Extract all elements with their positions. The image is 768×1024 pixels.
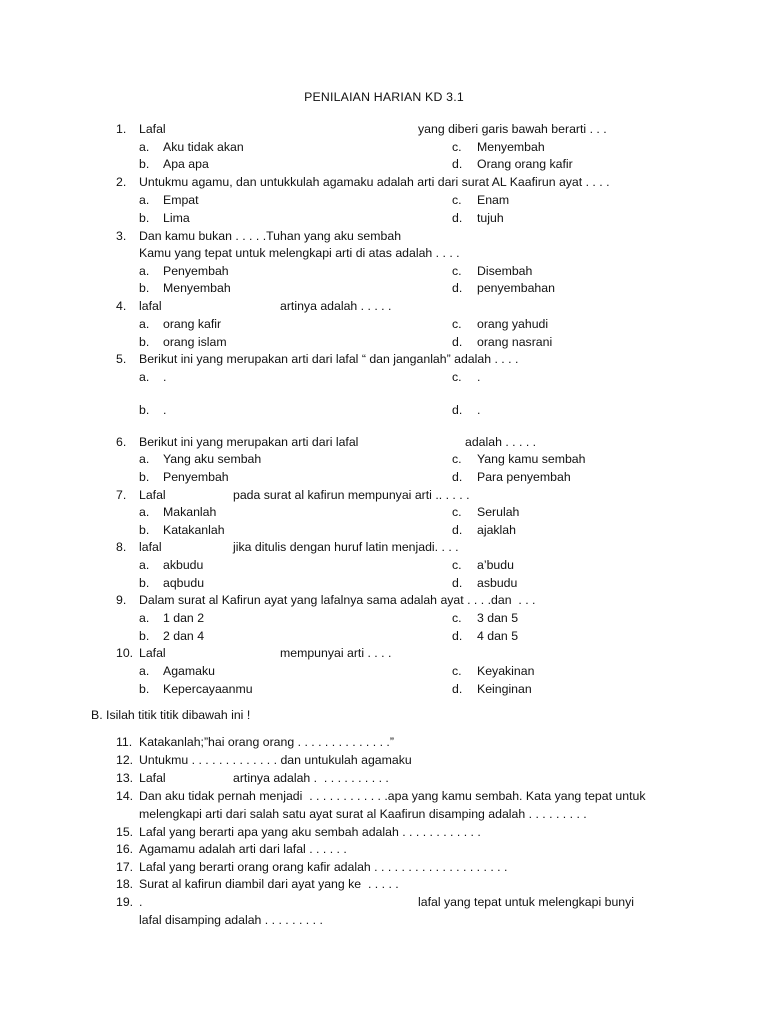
text-line-39-2: Agamamu adalah arti dari lafal . . . . . . [139,842,347,856]
text-line-17-2: Berikut ini yang merupakan arti dari lafal [139,435,359,449]
text-line-19-2: Penyembah [163,470,229,484]
text-line-18-2: Yang aku sembah [163,452,262,466]
text-line-15-1: a. [139,370,150,384]
text-line-27-4: 3 dan 5 [477,611,519,625]
text-line-29-1: 10. [116,646,134,660]
text-line-9-4: Disembah [477,264,533,278]
text-line-33-1: 11. [116,735,133,749]
text-line-35-3: artinya adalah . . . . . . . . . . . [233,771,389,785]
text-line-1-3: yang diberi garis bawah berarti . . . [418,122,607,136]
text-line-6-1: b. [139,211,150,225]
text-line-3-2: Apa apa [163,157,209,171]
text-line-2-4: Menyembah [477,140,545,154]
text-line-27-3: c. [452,611,462,625]
text-line-8-1: Kamu yang tepat untuk melengkapi arti di atas adalah . . . . [139,246,460,260]
text-line-39-1: 16. [116,842,134,856]
text-line-3-4: Orang orang kafir [477,157,573,171]
text-line-41-2: Surat al kafirun diambil dari ayat yang ke . . . . . [139,877,399,891]
text-line-18-1: a. [139,452,150,466]
text-line-24-3: c. [452,558,462,572]
text-line-33-2: Katakanlah;”hai orang orang . . . . . . . . . . . . . .” [139,735,394,749]
text-line-2-2: Aku tidak akan [163,140,244,154]
text-line-40-2: Lafal yang berarti orang orang kafir adalah . . . . . . . . . . . . . . . . . . . . [139,860,508,874]
text-line-14-1: 5. [116,352,127,366]
text-line-27-2: 1 dan 2 [163,611,205,625]
text-line-5-3: c. [452,193,462,207]
text-line-27-1: a. [139,611,150,625]
text-line-21-2: Makanlah [163,505,217,519]
text-line-25-4: asbudu [477,576,518,590]
text-line-14-2: Berikut ini yang merupakan arti dari lafal “ dan janganlah” adalah . . . . [139,352,519,366]
text-line-9-3: c. [452,264,462,278]
text-line-2-1: a. [139,140,150,154]
text-line-23-2: lafal [139,540,162,554]
text-line-41-1: 18. [116,877,134,891]
text-line-4-2: Untukmu agamu, dan untukkulah agamaku adalah arti dari surat AL Kaafirun ayat . . . . [139,175,610,189]
text-line-1-1: 1. [116,122,127,136]
text-line-20-1: 7. [116,488,127,502]
text-line-24-4: a’budu [477,558,514,572]
text-line-30-1: a. [139,664,150,678]
text-line-10-4: penyembahan [477,281,555,295]
text-line-10-3: d. [452,281,463,295]
text-line-31-3: d. [452,682,463,696]
text-line-23-3: jika ditulis dengan huruf latin menjadi. . . . [233,540,459,554]
text-line-4-1: 2. [116,175,127,189]
text-line-25-3: d. [452,576,463,590]
text-line-31-4: Keinginan [477,682,532,696]
text-line-35-2: Lafal [139,771,166,785]
text-line-21-1: a. [139,505,150,519]
text-line-11-2: lafal [139,299,162,313]
text-line-29-3: mempunyai arti . . . . [280,646,392,660]
text-line-16-1: b. [139,403,150,417]
text-line-22-3: d. [452,523,463,537]
text-line-10-1: b. [139,281,150,295]
text-line-43-1: lafal disamping adalah . . . . . . . . . [139,913,323,927]
text-line-12-1: a. [139,317,150,331]
text-line-30-3: c. [452,664,462,678]
text-line-26-2: Dalam surat al Kafirun ayat yang lafalnya sama adalah ayat . . . .dan . . . [139,593,536,607]
text-line-7-1: 3. [116,229,127,243]
text-line-24-2: akbudu [163,558,204,572]
text-line-11-3: artinya adalah . . . . . [280,299,392,313]
text-line-20-2: Lafal [139,488,166,502]
text-line-22-1: b. [139,523,150,537]
text-line-34-1: 12. [116,753,134,767]
text-line-18-4: Yang kamu sembah [477,452,586,466]
text-line-12-2: orang kafir [163,317,222,331]
text-line-22-4: ajaklah [477,523,516,537]
text-line-5-2: Empat [163,193,199,207]
text-line-29-2: Lafal [139,646,166,660]
text-line-15-3: c. [452,370,462,384]
text-line-38-2: Lafal yang berarti apa yang aku sembah adalah . . . . . . . . . . . . [139,825,481,839]
text-line-17-3: adalah . . . . . [465,435,537,449]
text-line-15-2: . [163,370,167,384]
text-line-42-3: lafal yang tepat untuk melengkapi bunyi [418,895,635,909]
text-line-17-1: 6. [116,435,127,449]
text-line-9-1: a. [139,264,150,278]
text-line-16-2: . [163,403,167,417]
text-line-26-1: 9. [116,593,127,607]
text-line-16-4: . [477,403,481,417]
text-line-36-1: 14. [116,789,134,803]
text-line-18-3: c. [452,452,462,466]
text-line-38-1: 15. [116,825,134,839]
text-line-6-4: tujuh [477,211,504,225]
text-line-31-1: b. [139,682,150,696]
text-line-23-1: 8. [116,540,127,554]
text-line-31-2: Kepercayaanmu [163,682,253,696]
text-line-21-4: Serulah [477,505,520,519]
text-line-28-1: b. [139,629,150,643]
text-line-20-3: pada surat al kafirun mempunyai arti .. . . . . [233,488,470,502]
text-line-28-2: 2 dan 4 [163,629,205,643]
text-line-13-3: d. [452,335,463,349]
text-line-1-2: Lafal [139,122,166,136]
text-line-13-4: orang nasrani [477,335,553,349]
text-line-30-4: Keyakinan [477,664,535,678]
text-line-6-2: Lima [163,211,190,225]
text-line-19-1: b. [139,470,150,484]
text-line-6-3: d. [452,211,463,225]
page-title: PENILAIAN HARIAN KD 3.1 [304,90,464,104]
text-line-13-1: b. [139,335,150,349]
text-line-15-4: . [477,370,481,384]
text-line-19-4: Para penyembah [477,470,571,484]
text-line-12-3: c. [452,317,462,331]
text-line-11-1: 4. [116,299,127,313]
text-line-25-2: aqbudu [163,576,205,590]
text-line-12-4: orang yahudi [477,317,549,331]
text-line-40-1: 17. [116,860,134,874]
text-line-36-2: Dan aku tidak pernah menjadi . . . . . . . . . . . .apa yang kamu sembah. Kata yang tepat untuk [139,789,646,803]
text-line-34-2: Untukmu . . . . . . . . . . . . . dan untukulah agamaku [139,753,412,767]
text-line-2-3: c. [452,140,462,154]
text-line-19-3: d. [452,470,463,484]
text-line-13-2: orang islam [163,335,227,349]
text-line-3-3: d. [452,157,463,171]
text-line-32-1: B. Isilah titik titik dibawah ini ! [91,708,251,722]
text-line-7-2: Dan kamu bukan . . . . .Tuhan yang aku sembah [139,229,402,243]
text-line-42-1: 19. [116,895,134,909]
text-line-37-1: melengkapi arti dari salah satu ayat surat al Kaafirun disamping adalah . . . . . . . . . [139,807,587,821]
text-line-24-1: a. [139,558,150,572]
text-line-9-2: Penyembah [163,264,229,278]
text-line-28-3: d. [452,629,463,643]
text-line-3-1: b. [139,157,150,171]
text-line-22-2: Katakanlah [163,523,225,537]
text-line-10-2: Menyembah [163,281,231,295]
text-line-16-3: d. [452,403,463,417]
text-line-42-2: . [139,895,143,909]
text-line-21-3: c. [452,505,462,519]
text-line-35-1: 13. [116,771,134,785]
text-line-5-1: a. [139,193,150,207]
text-line-28-4: 4 dan 5 [477,629,519,643]
text-line-25-1: b. [139,576,150,590]
text-line-5-4: Enam [477,193,510,207]
text-line-30-2: Agamaku [163,664,215,678]
